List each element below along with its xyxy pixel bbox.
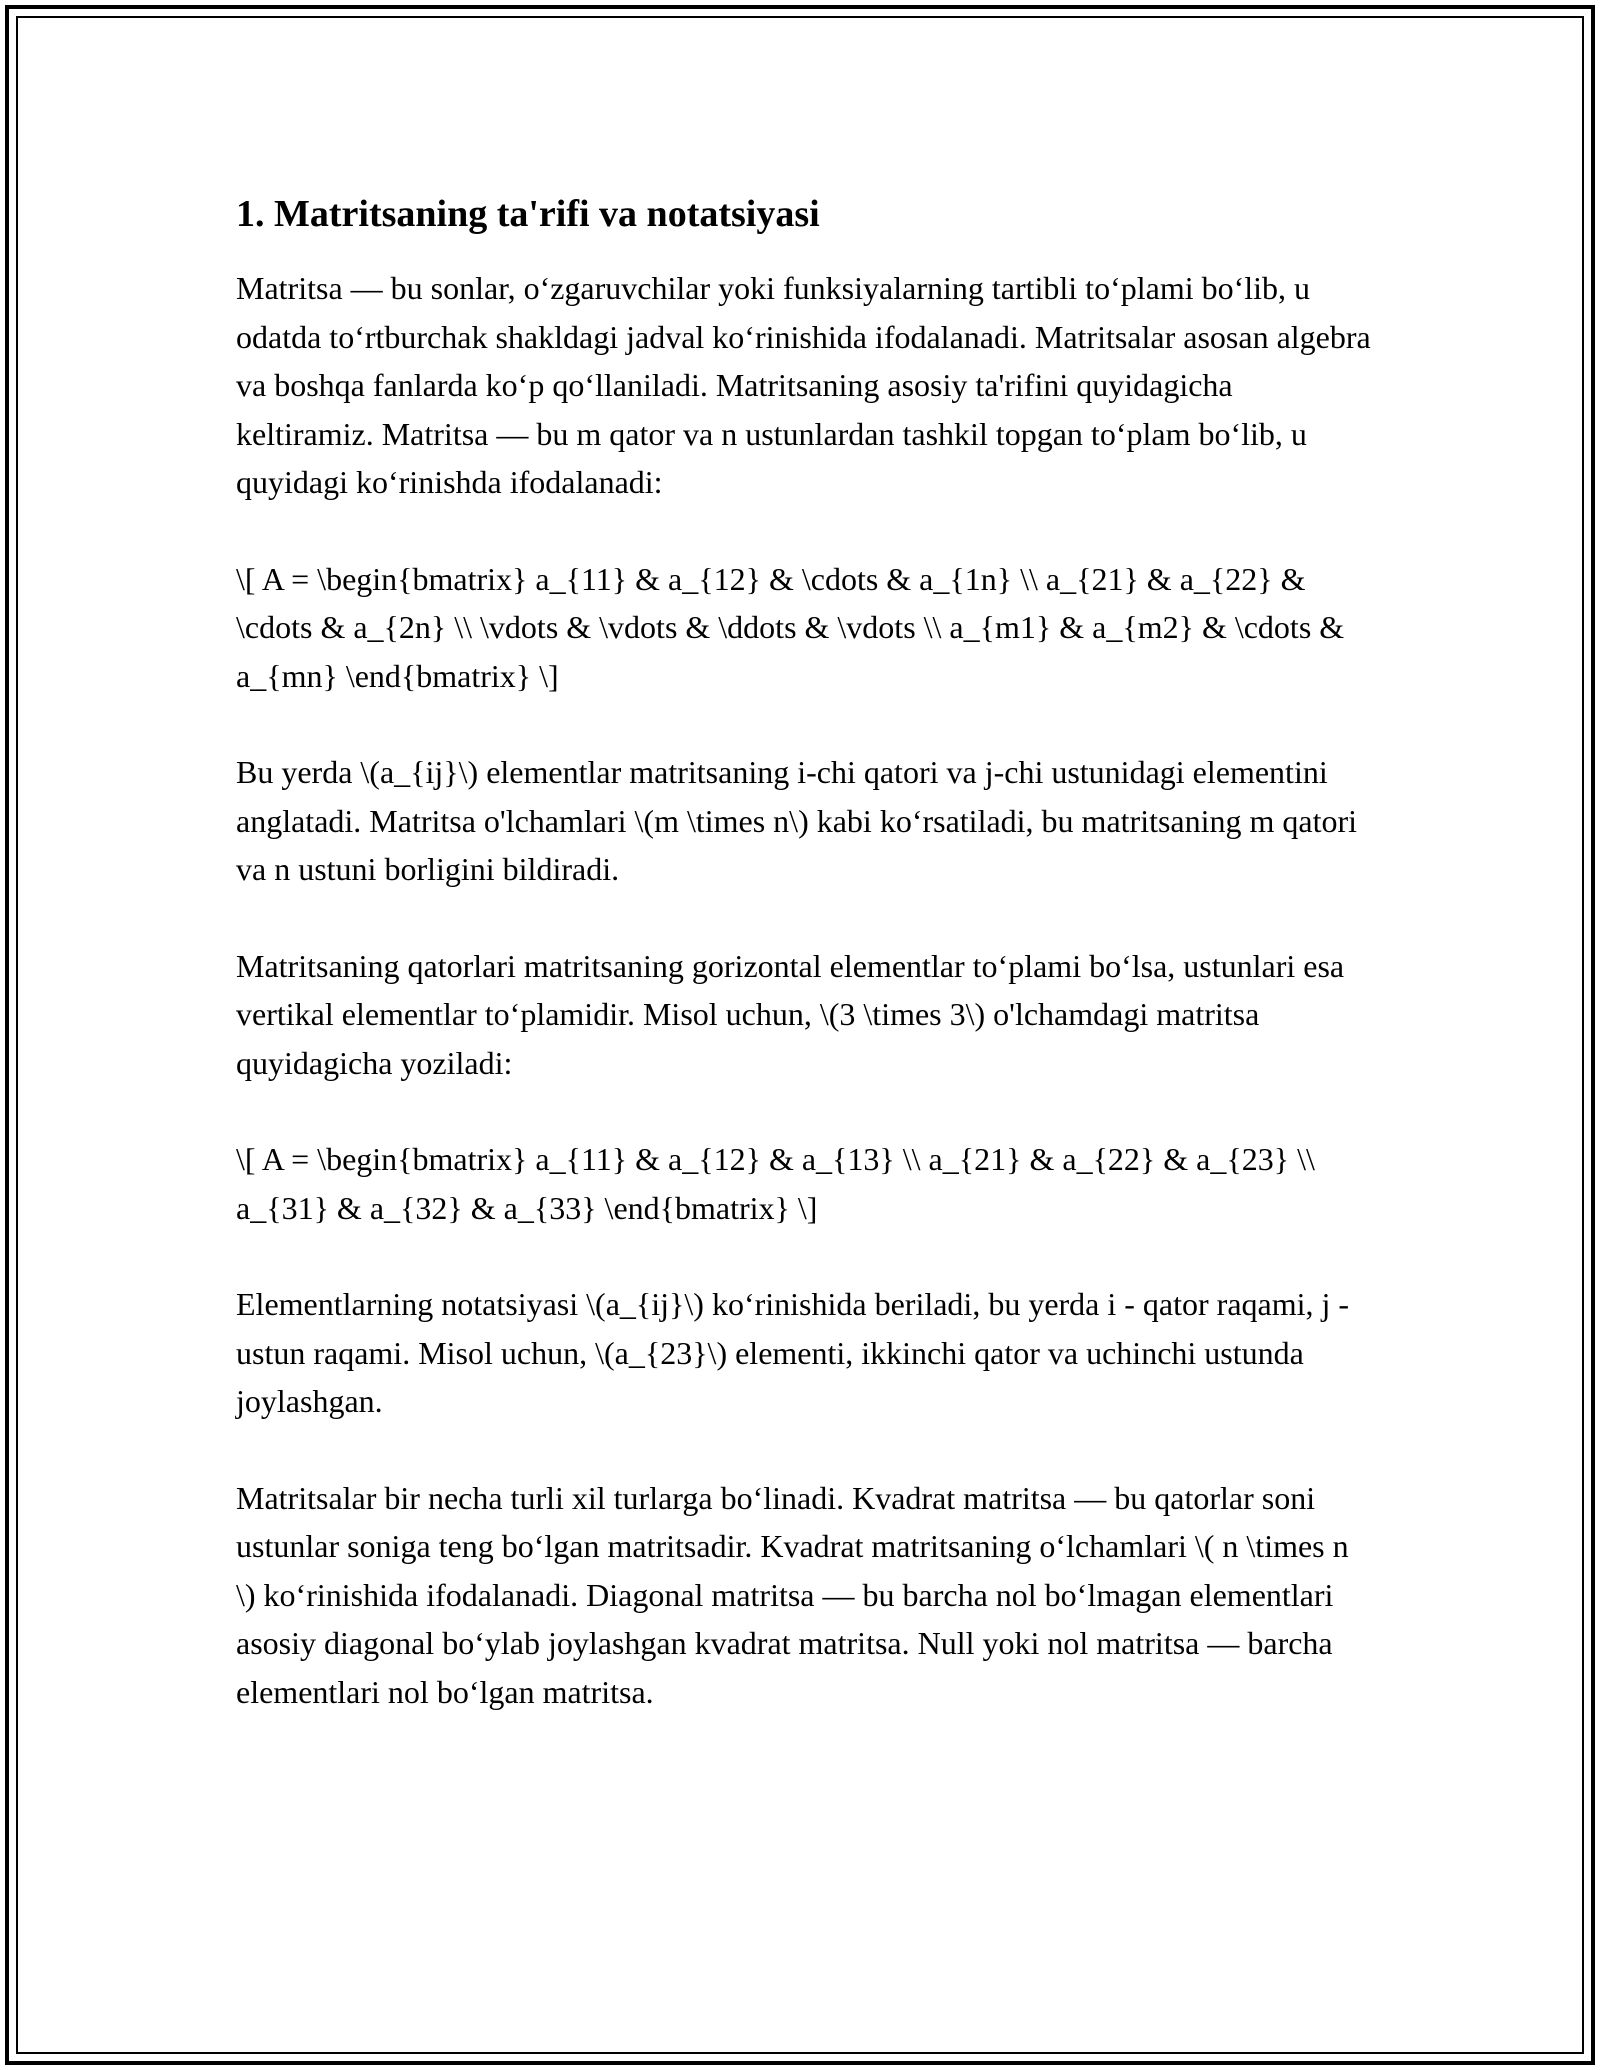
paragraph-matrix-types: Matritsalar bir necha turli xil turlarga bo‘linadi. Kvadrat matritsa — bu qatorlar soni ustunlar soniga teng bo‘lgan matritsadir. Kvadrat matritsaning o‘lchamlari \( n \times n \) ko‘rinishida ifodalanadi. Diagonal matritsa — bu barcha nol bo‘lmagan elementlari asosiy diagonal bo‘ylab joylashgan kvadrat matritsa. Null yoki nol matritsa — barcha elementlari nol bo‘lgan matritsa. (236, 1479, 1349, 1710)
document-body (236, 186, 1376, 1764)
formula-general-matrix: \[ A = \begin{bmatrix} a_{11} & a_{12} & \cdots & a_{1n} \\ a_{21} & a_{22} & \cdots & a_{2n} \\ \vdots & \vdots & \ddots & \vdots \\ a_{m1} & a_{m2} & \cdots & a_{mn} \end{bmatrix} \] (236, 560, 1345, 694)
paragraph-element-index: Elementlarning notatsiyasi \(a_{ij}\) ko‘rinishida beriladi, bu yerda i - qator raqami, j - ustun raqami. Misol uchun, \(a_{23}\) elementi, ikkinchi qator va uchinchi ustunda joylashgan. (236, 1286, 1350, 1419)
paragraph-element-notation: Bu yerda \(a_{ij}\) elementlar matritsaning i-chi qatori va j-chi ustunidagi elementini anglatadi. Matritsa o'lchamlari \(m \times n\) kabi ko‘rsatiladi, bu matritsaning m qatori va n ustuni borligini bildiradi. (236, 754, 1358, 887)
section-heading: 1. Matritsaning ta'rifi va notatsiyasi (236, 193, 820, 235)
paragraph-rows-columns: Matritsaning qatorlari matritsaning gorizontal elementlar to‘plami bo‘lsa, ustunlari esa vertikal elementlar to‘plamidir. Misol uchun, \(3 \times 3\) o'lchamdagi matritsa quyidagicha yoziladi: (236, 947, 1345, 1081)
formula-3x3-matrix: \[ A = \begin{bmatrix} a_{11} & a_{12} & a_{13} \\ a_{21} & a_{22} & a_{23} \\ a_{31} & a_{32} & a_{33} \end{bmatrix} \] (236, 1141, 1315, 1226)
paragraph-definition: Matritsa — bu sonlar, o‘zgaruvchilar yoki funksiyalarning tartibli to‘plami bo‘lib, u odatda to‘rtburchak shakldagi jadval ko‘rinishida ifodalanadi. Matritsalar asosan algebra va boshqa fanlarda ko‘p qo‘llaniladi. Matritsaning asosiy ta'rifini quyidagicha keltiramiz. Matritsa — bu m qator va n ustunlardan tashkil topgan to‘plam bo‘lib, u quyidagi ko‘rinishda ifodalanadi: (236, 270, 1371, 500)
